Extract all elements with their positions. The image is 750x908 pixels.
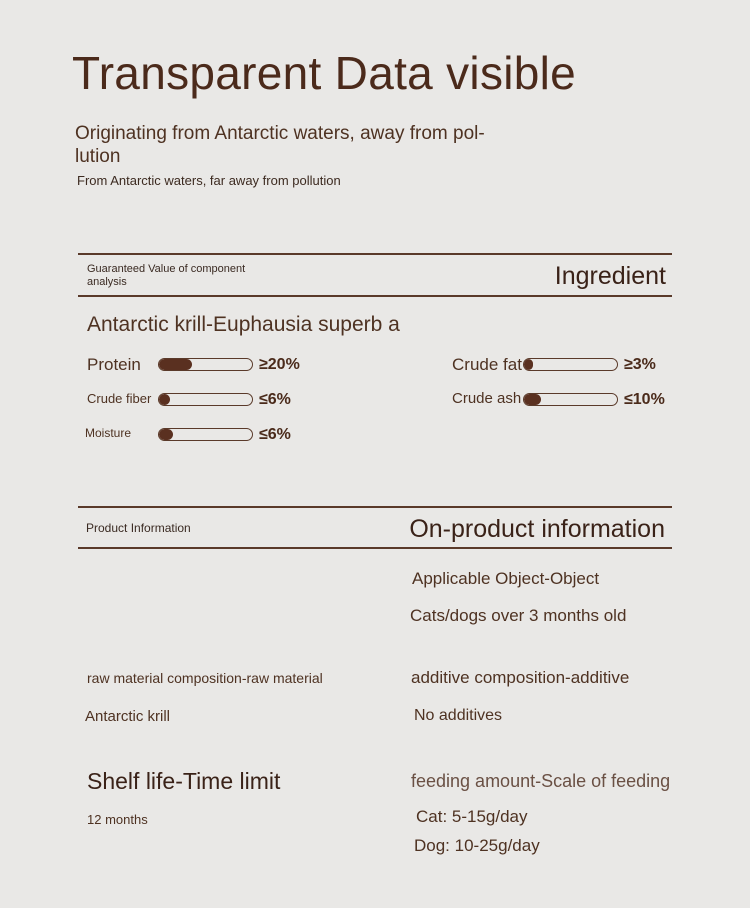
section-divider-bottom <box>78 295 672 297</box>
nutrient-bar <box>158 428 253 441</box>
section-divider-top <box>78 506 672 508</box>
nutrient-bar <box>523 393 618 406</box>
nutrient-value: ≥3% <box>624 356 656 373</box>
raw-material-value: Antarctic krill <box>85 708 171 725</box>
nutrient-value: ≤10% <box>624 391 665 408</box>
nutrient-label: Moisture <box>85 426 132 440</box>
nutrient-label: Protein <box>87 355 141 374</box>
page-subtitle: Originating from Antarctic waters, away from pol- lution <box>75 123 485 167</box>
feeding-dog-value: Dog: 10-25g/day <box>414 836 540 855</box>
page-subtitle-secondary: From Antarctic waters, far away from pollution <box>77 173 341 188</box>
feeding-cat-value: Cat: 5-15g/day <box>416 807 528 826</box>
nutrient-bar-fill <box>524 394 541 405</box>
ingredient-section-title: Ingredient <box>554 262 666 290</box>
shelf-life-value: 12 months <box>87 812 148 827</box>
nutrient-bar <box>158 358 253 371</box>
nutrient-bar-fill <box>159 394 170 405</box>
nutrient-value: ≤6% <box>259 426 291 443</box>
additive-value: No additives <box>414 707 503 724</box>
nutrient-value: ≥20% <box>259 356 300 373</box>
nutrient-label: Crude fiber <box>87 391 152 406</box>
ingredient-species: Antarctic krill-Euphausia superb a <box>87 313 400 336</box>
applicable-object-value: Cats/dogs over 3 months old <box>410 606 627 625</box>
applicable-object-label: Applicable Object-Object <box>412 569 600 588</box>
ingredient-section-label: Guaranteed Value of component analysis <box>87 263 246 288</box>
nutrient-bar <box>158 393 253 406</box>
raw-material-label: raw material composition-raw material <box>87 670 323 686</box>
nutrient-value: ≤6% <box>259 391 291 408</box>
page-title: Transparent Data visible <box>72 47 577 99</box>
section-divider-bottom <box>78 547 672 549</box>
nutrient-label: Crude ash <box>452 390 522 407</box>
nutrient-bar-fill <box>524 359 533 370</box>
nutrient-bar-fill <box>159 359 192 370</box>
additive-label: additive composition-additive <box>411 668 630 687</box>
product-section-label: Product Information <box>86 521 191 535</box>
shelf-life-label: Shelf life-Time limit <box>87 768 281 794</box>
nutrient-bar <box>523 358 618 371</box>
feeding-amount-label: feeding amount-Scale of feeding <box>411 771 671 791</box>
product-section-title: On-product information <box>409 515 665 543</box>
nutrient-label: Crude fat <box>452 355 522 374</box>
section-divider-top <box>78 253 672 255</box>
nutrient-bar-fill <box>159 429 173 440</box>
